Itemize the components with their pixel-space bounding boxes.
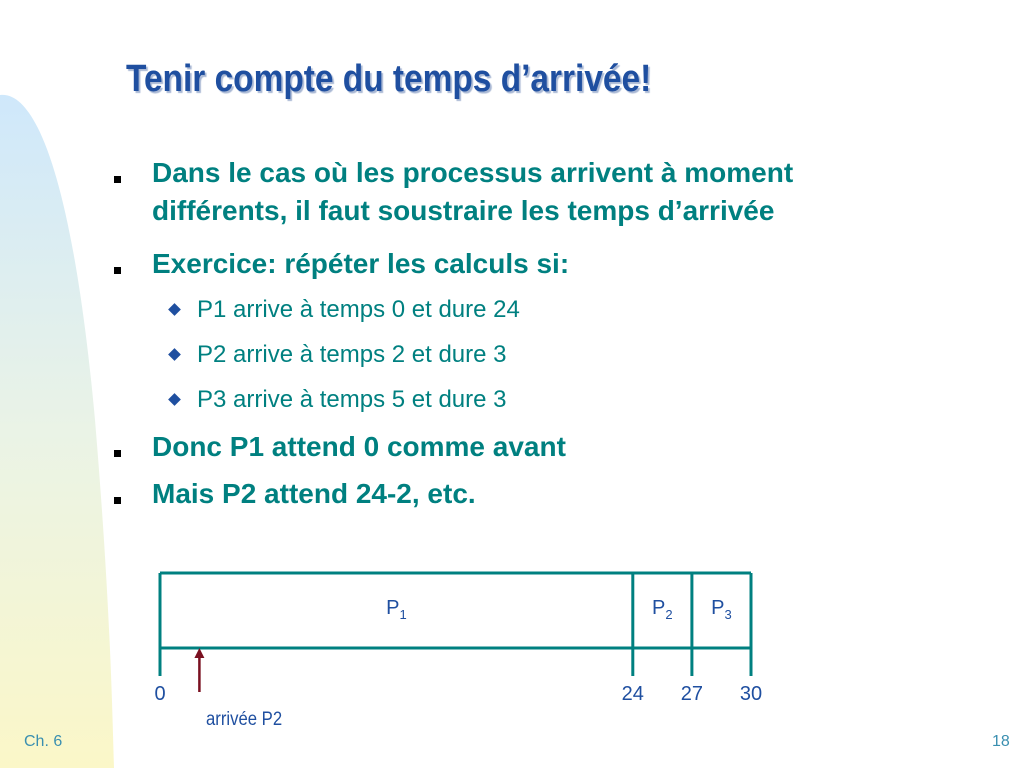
arrival-label: arrivée P2 [206,708,283,730]
sub-bullet-text: P3 arrive à temps 5 et dure 3 [197,386,507,413]
gantt-tick-label: 27 [680,683,704,705]
gantt-tick-label: 30 [739,683,763,705]
gantt-tick-label: 24 [621,683,644,705]
gantt-segment-label: $P_1$ [386,597,407,622]
gantt-segment-label: $P_3$ [711,597,732,622]
gantt-tick-label: 0 [154,683,166,705]
bullet-text: Exercice: répéter les calculs si: [152,248,570,279]
bullet-line: Dans le cas où les processus arrivent à moment [152,157,794,188]
gantt-segment-label: $P_2$ [652,597,673,622]
sub-bullet-text: P1 arrive à temps 0 et dure 24 [197,296,520,323]
page-number: 18 [992,733,1010,750]
bullet-line: différents, il faut soustraire les temps d’arrivée [152,195,775,226]
sub-bullet-text: P2 arrive à temps 2 et dure 3 [197,341,507,368]
bullet-text: Mais P2 attend 24-2, etc. [152,478,476,509]
slide-title: Tenir compte du temps d’arrivée! [126,58,652,100]
bullet-text: Donc P1 attend 0 comme avant [152,431,566,462]
footer-chapter: Ch. 6 [24,733,63,750]
